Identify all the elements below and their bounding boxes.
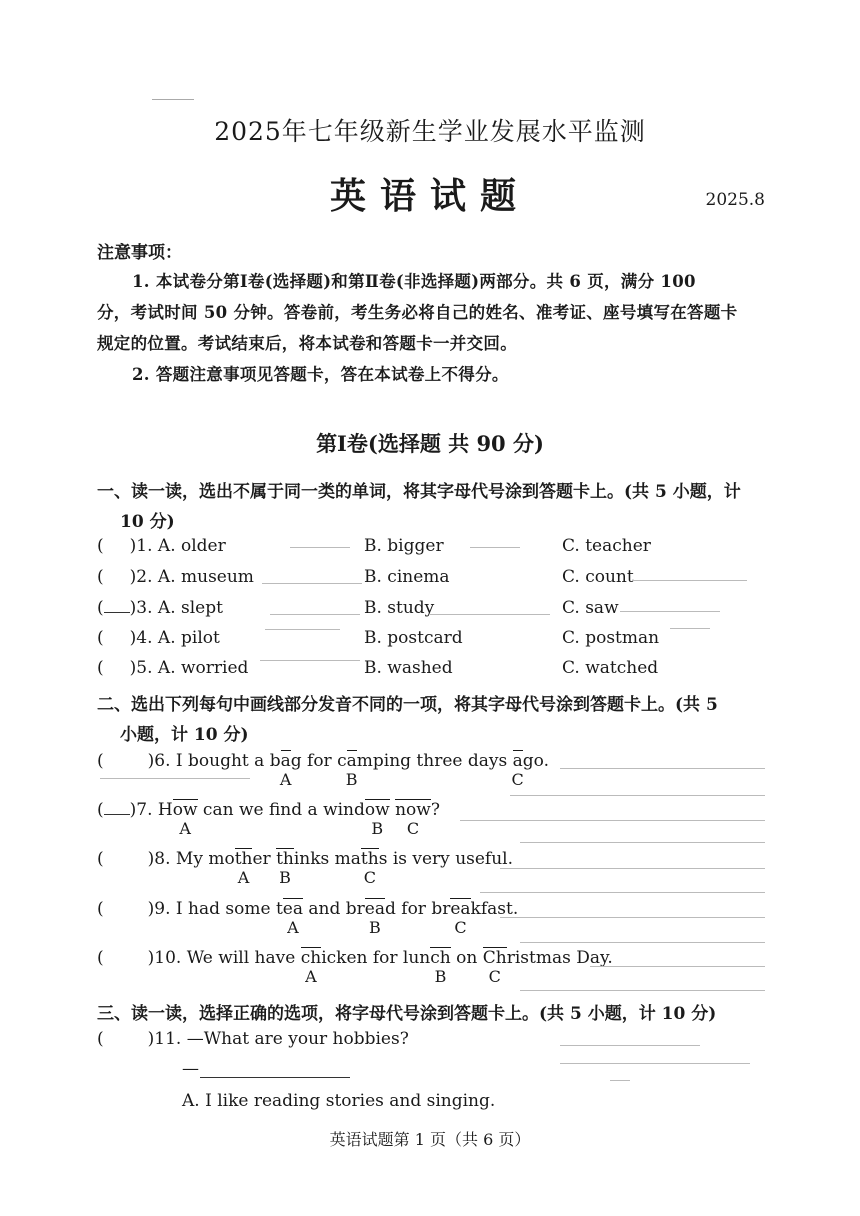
notice-item-2: 2. 答题注意事项见答题卡，答在本试卷上不得分。 [132,365,509,384]
question-7: ( )7. How A can we find a window B now C? [97,800,440,820]
scan-line [500,917,765,918]
question-4-option-b: B. postcard [364,628,463,648]
question-3-option-c: C. saw [562,598,619,618]
exam-title: 2025年七年级新生学业发展水平监测 [214,117,646,146]
scan-line [670,628,710,629]
q9-underline-b: ea B [365,899,385,919]
exam-date: 2025.8 [705,190,765,210]
q7-underline-b: ow B [365,800,390,820]
scan-line [262,583,362,584]
q10-underline-c: Ch C [483,948,507,968]
page-footer: 英语试题第 1 页（共 6 页） [329,1130,531,1149]
question-5-option-b: B. washed [364,658,453,678]
scan-line [632,580,747,581]
question-3-paren: ( )3. A. slept [97,598,223,618]
notice-item-1-line-1: 1. 本试卷分第Ⅰ卷(选择题)和第Ⅱ卷(非选择题)两部分。共 6 页，满分 100 [132,272,696,291]
section-1-heading-line-1: 一、读一读，选出不属于同一类的单词，将其字母代号涂到答题卡上。(共 5 小题，计 [97,482,741,502]
q7-underline-a: ow A [173,800,198,820]
q9-underline-a: ea A [283,899,303,919]
section-1-heading-line-2: 10 分) [120,512,175,532]
question-9: ( )9. I had some tea A and brea Bd for brea Ckfast. [97,899,518,919]
q8-underline-a: th A [235,849,253,869]
question-11-answer-line [200,1077,350,1078]
q10-underline-a: ch A [301,948,321,968]
question-5-option-c: C. watched [562,658,659,678]
scan-line [290,547,350,548]
scan-line [610,1080,630,1081]
question-5-paren: ( )5. A. worried [97,658,249,678]
section-2-heading-line-2: 小题，计 10 分) [120,725,249,745]
paper-title: 英语试题 [329,175,530,217]
q9-underline-c: ea C [450,899,470,919]
scan-line [520,942,765,943]
q8-underline-b: th B [276,849,294,869]
question-1-option-c: C. teacher [562,536,651,556]
q6-underline-c: a C [513,751,523,771]
notice-item-1-line-3: 规定的位置。考试结束后，将本试卷和答题卡一并交回。 [97,334,517,353]
scan-line [520,842,765,843]
question-1-option-b: B. bigger [364,536,444,556]
section-3-heading: 三、读一读，选择正确的选项，将字母代号涂到答题卡上。(共 5 小题，计 10 分) [97,1004,717,1024]
q6-underline-b: a B [347,751,357,771]
question-2-paren: ( )2. A. museum [97,567,254,587]
question-11: ( )11. —What are your hobbies? [97,1029,409,1049]
scan-line [560,1045,700,1046]
scan-line [100,778,250,779]
question-2-option-b: B. cinema [364,567,450,587]
scan-line [260,660,360,661]
scan-line [520,990,765,991]
scan-line [560,1063,750,1064]
q8-underline-c: th C [361,849,379,869]
scan-line [460,820,765,821]
question-4-option-c: C. postman [562,628,660,648]
notice-item-1-line-2: 分，考试时间 50 分钟。答卷前，考生务必将自己的姓名、准考证、座号填写在答题卡 [97,303,738,322]
scan-line [590,966,765,967]
scan-line [510,795,765,796]
scan-line [500,868,765,869]
scan-line [430,614,550,615]
volume-1-title: 第Ⅰ卷(选择题 共 90 分) [316,431,544,456]
question-8: ( )8. My moth Aer th Binks math Cs is very useful. [97,849,513,869]
q6-underline-a: a A [281,751,291,771]
question-6: ( )6. I bought a ba Ag for ca Bmping three days a Cgo. [97,751,549,771]
question-11-option-a: A. I like reading stories and singing. [182,1091,496,1111]
scan-line [480,892,765,893]
scan-line [560,768,765,769]
scan-mark [152,99,194,100]
question-1-paren: ( )1. A. older [97,536,226,556]
question-2-option-c: C. count [562,567,634,587]
question-11-answer-dash: — [182,1059,199,1079]
question-10: ( )10. We will have ch Aicken for lunch B on Ch Cristmas Day. [97,948,613,968]
scan-line [265,629,340,630]
notice-heading: 注意事项： [97,243,182,263]
q10-underline-b: ch B [430,948,450,968]
question-3-option-b: B. study [364,598,435,618]
section-2-heading-line-1: 二、选出下列每句中画线部分发音不同的一项，将其字母代号涂到答题卡上。(共 5 [97,695,718,715]
scan-line [470,547,520,548]
scan-line [620,611,720,612]
scan-line [270,614,360,615]
q7-underline-c: now C [395,800,431,820]
question-4-paren: ( )4. A. pilot [97,628,220,648]
